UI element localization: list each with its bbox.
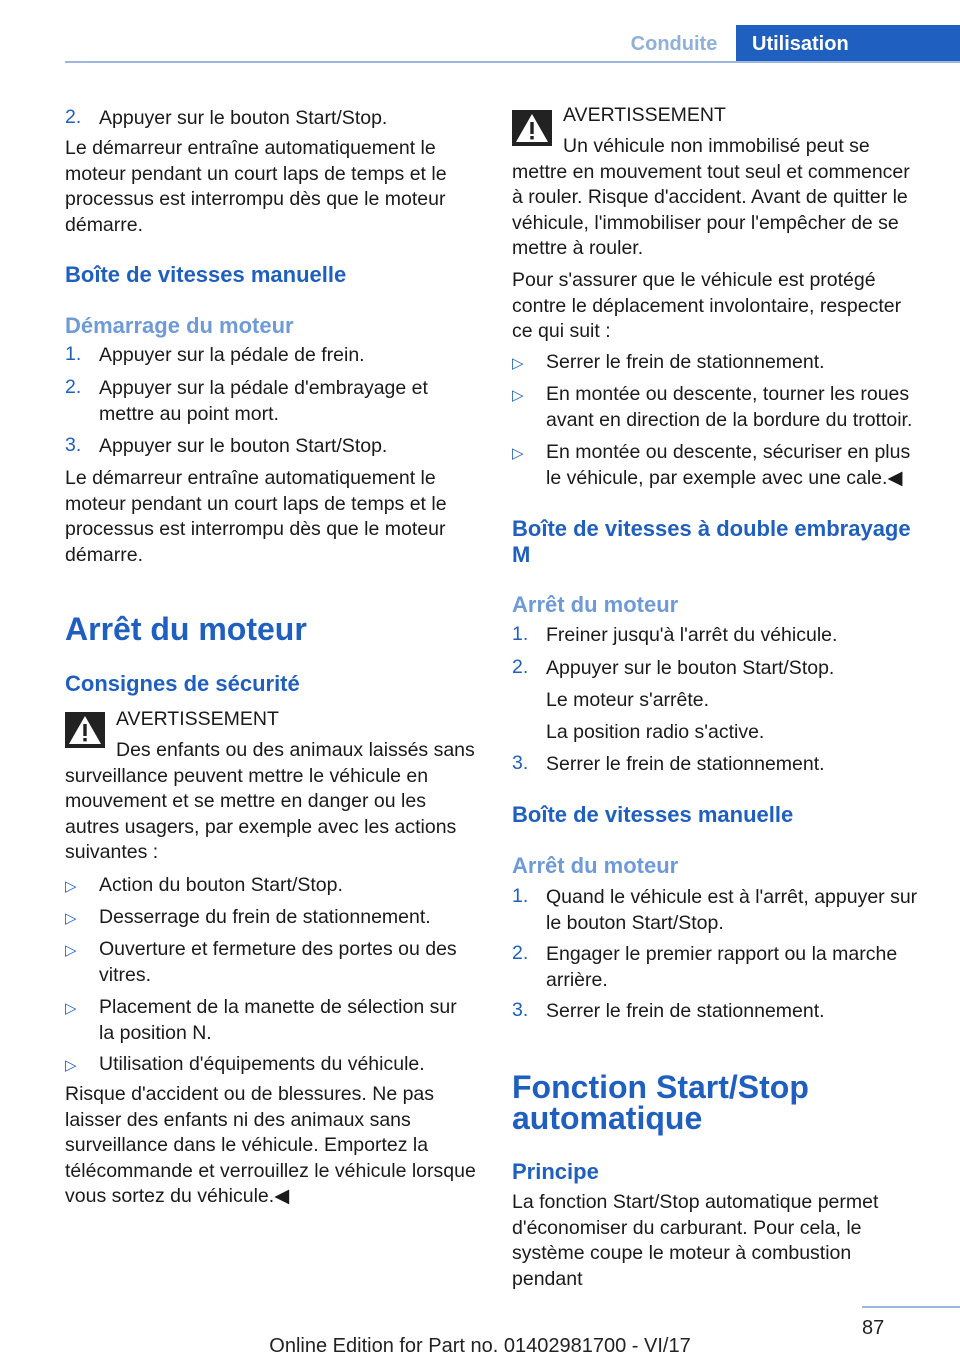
heading-start-stop-function: Fonction Start/Stop automatique bbox=[512, 1069, 809, 1136]
paragraph: Pour s'assurer que le véhicule est protégé contre le déplacement involontaire, respecter ce qui suit : bbox=[512, 269, 902, 342]
triangle-bullet-icon: ▷ bbox=[65, 1057, 77, 1074]
heading-safety: Consignes de sécurité bbox=[65, 671, 300, 696]
step-number: 2. bbox=[65, 376, 82, 398]
step-result: La position radio s'active. bbox=[546, 721, 765, 743]
step-result: Le moteur s'arrête. bbox=[546, 689, 710, 711]
bullet-item: Desserrage du frein de stationnement. bbox=[99, 906, 431, 928]
bullet-item: Serrer le frein de stationnement. bbox=[546, 351, 825, 373]
paragraph: Risque d'accident ou de blessures. Ne pas laisser des enfants ni des animaux sans surveillance dans le véhicule. Emportez la télécommande et verrouillez le véhicule lorsque vous sortez du véhicule.◀ bbox=[65, 1083, 476, 1207]
step-number: 2. bbox=[512, 656, 529, 678]
heading-engine-stop-manual: Arrêt du moteur bbox=[512, 853, 679, 878]
step-number: 1. bbox=[65, 343, 82, 365]
paragraph: Le démarreur entraîne automatiquement le moteur pendant un court laps de temps et le processus est interrompu dès que le moteur démarre. bbox=[65, 467, 447, 566]
triangle-bullet-icon: ▷ bbox=[512, 355, 524, 372]
tab-conduite[interactable]: Conduite bbox=[630, 32, 718, 55]
triangle-bullet-icon: ▷ bbox=[512, 445, 524, 462]
step-number: 3. bbox=[512, 999, 529, 1021]
triangle-bullet-icon: ▷ bbox=[65, 878, 77, 895]
step-number: 2. bbox=[512, 942, 529, 964]
page-number-rule bbox=[862, 1306, 960, 1308]
warning-title: AVERTISSEMENT bbox=[116, 708, 279, 730]
step-number: 2. bbox=[65, 106, 82, 128]
bullet-item: Utilisation d'équipements du véhicule. bbox=[99, 1053, 425, 1075]
step-text: Appuyer sur le bouton Start/Stop. bbox=[99, 435, 388, 457]
warning-text: Un véhicule non immobilisé peut se mettre en mouvement tout seul et commencer à rouler. Risque d'accident. Avant de quitter le véhicule, l'immobiliser pour l'empêcher de se mettre à rouler. bbox=[512, 135, 910, 259]
triangle-bullet-icon: ▷ bbox=[65, 1000, 77, 1017]
heading-engine-start: Démarrage du moteur bbox=[65, 313, 294, 338]
step-text: Freiner jusqu'à l'arrêt du véhicule. bbox=[546, 624, 838, 646]
heading-principle: Principe bbox=[512, 1159, 599, 1184]
triangle-bullet-icon: ▷ bbox=[512, 387, 524, 404]
step-text: Appuyer sur la pédale de frein. bbox=[99, 344, 365, 366]
step-text: Appuyer sur le bouton Start/Stop. bbox=[546, 657, 835, 679]
bullet-item: Placement de la manette de sélection sur la position N. bbox=[99, 996, 457, 1044]
heading-manual-gearbox: Boîte de vitesses manuelle bbox=[65, 262, 347, 287]
tab-utilisation[interactable]: Utilisation bbox=[736, 25, 960, 63]
bullet-item: Ouverture et fermeture des portes ou des vitres. bbox=[99, 938, 457, 986]
heading-engine-stop: Arrêt du moteur bbox=[65, 611, 307, 647]
heading-dct: Boîte de vitesses à double embrayage M bbox=[512, 516, 911, 567]
step-text: Quand le véhicule est à l'arrêt, appuyer sur le bouton Start/Stop. bbox=[546, 886, 918, 934]
step-text: Engager le premier rapport ou la marche arrière. bbox=[546, 943, 898, 991]
step-number: 3. bbox=[512, 752, 529, 774]
paragraph: La fonction Start/Stop automatique permet d'économiser du carburant. Pour cela, le système coupe le moteur à combustion pendant bbox=[512, 1191, 879, 1290]
triangle-bullet-icon: ▷ bbox=[65, 942, 77, 959]
page-number: 87 bbox=[862, 1317, 885, 1339]
bullet-item: Action du bouton Start/Stop. bbox=[99, 874, 343, 896]
heading-engine-stop-dct: Arrêt du moteur bbox=[512, 592, 679, 617]
warning-text: Des enfants ou des animaux laissés sans surveillance peuvent mettre le véhicule en mouvement et se mettre en danger ou les autres usagers, par exemple avec les actions suivantes : bbox=[65, 739, 475, 863]
step-number: 3. bbox=[65, 434, 82, 456]
step-number: 1. bbox=[512, 623, 529, 645]
edition-footer: Online Edition for Part no. 01402981700 - VI/17 bbox=[269, 1335, 691, 1357]
triangle-bullet-icon: ▷ bbox=[65, 910, 77, 927]
step-text: Serrer le frein de stationnement. bbox=[546, 753, 825, 775]
header-rule bbox=[65, 61, 960, 63]
step-number: 1. bbox=[512, 885, 529, 907]
bullet-item: En montée ou descente, sécuriser en plus le véhicule, par exemple avec une cale.◀ bbox=[546, 441, 911, 489]
bullet-item: En montée ou descente, tourner les roues avant en direction de la bordure du trottoir. bbox=[546, 383, 913, 431]
step-text: Appuyer sur le bouton Start/Stop. bbox=[99, 107, 388, 129]
step-text: Serrer le frein de stationnement. bbox=[546, 1000, 825, 1022]
paragraph: Le démarreur entraîne automatiquement le moteur pendant un court laps de temps et le processus est interrompu dès que le moteur démarre. bbox=[65, 137, 447, 236]
heading-manual-gearbox: Boîte de vitesses manuelle bbox=[512, 802, 794, 827]
step-text: Appuyer sur la pédale d'embrayage et mettre au point mort. bbox=[99, 377, 428, 425]
warning-title: AVERTISSEMENT bbox=[563, 104, 726, 126]
